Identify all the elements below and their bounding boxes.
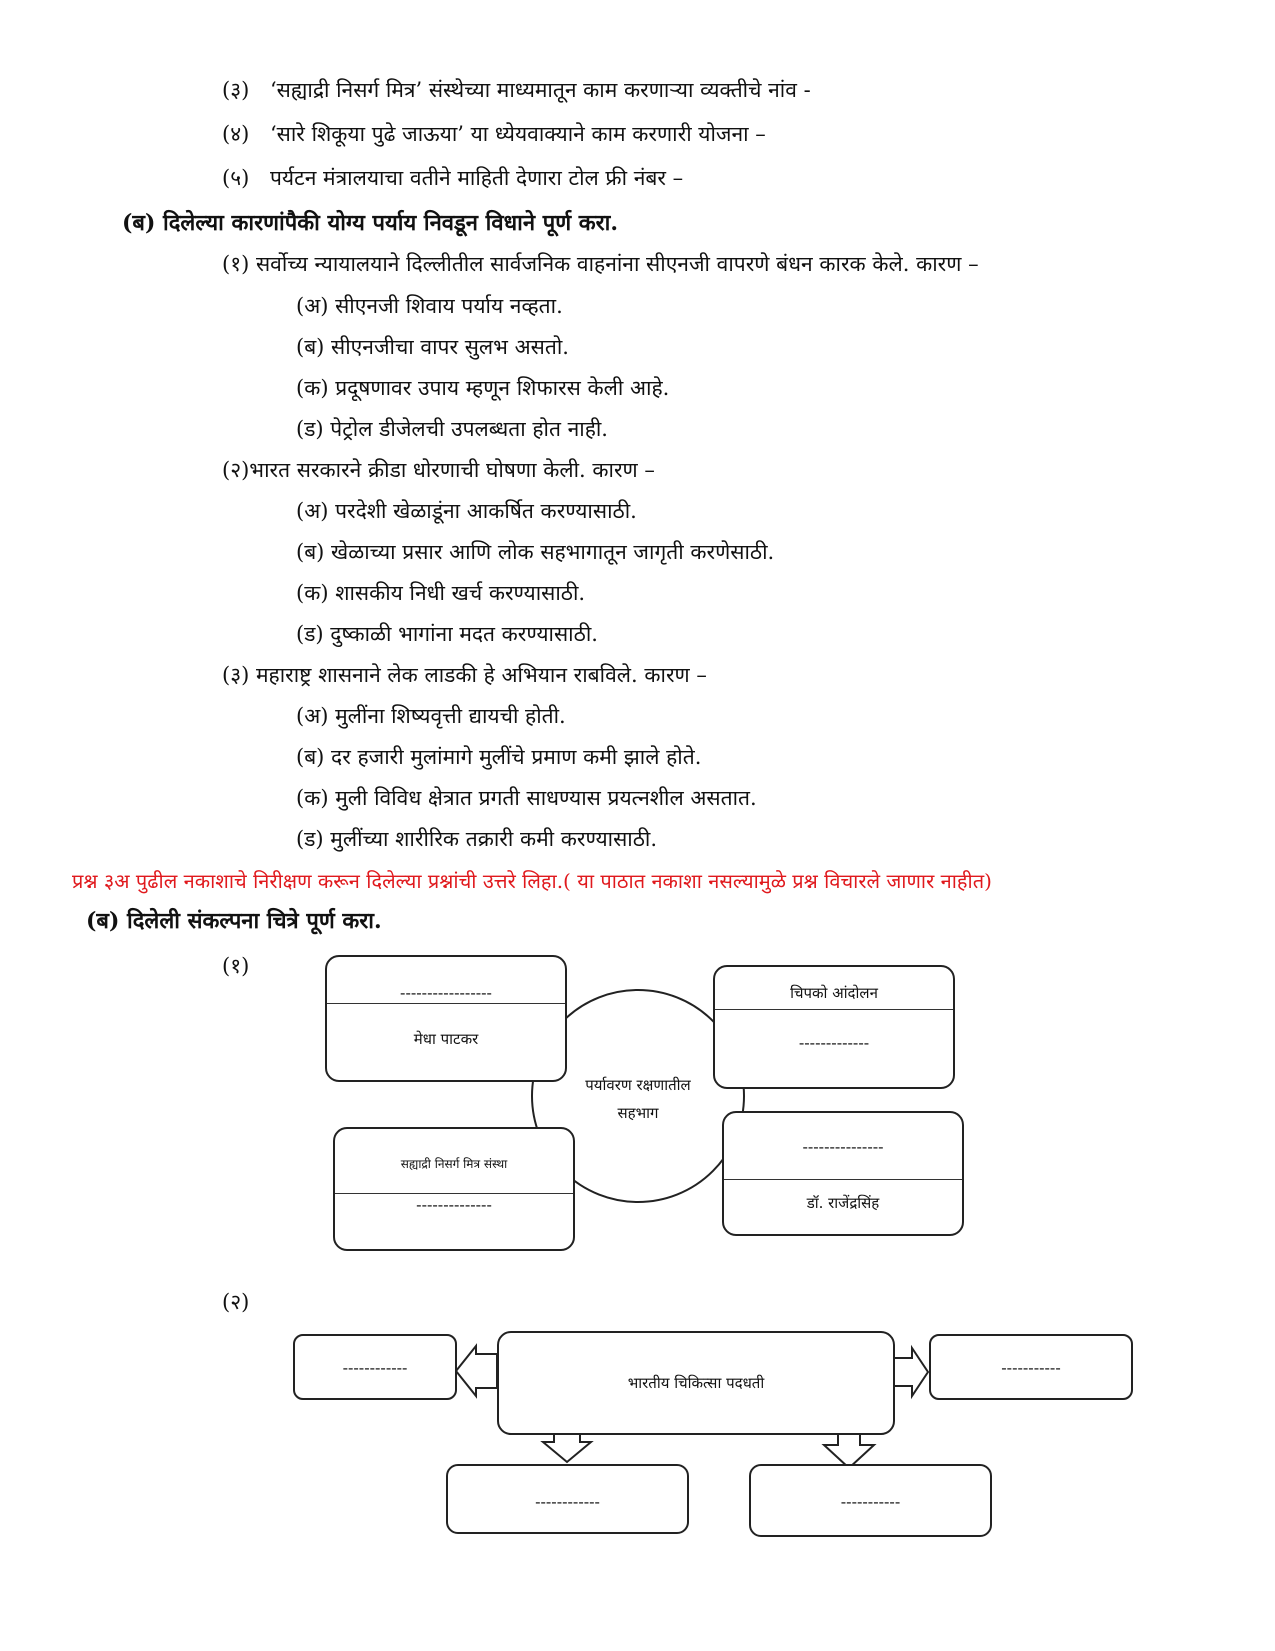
answer-blank: ------------ [342, 1358, 408, 1377]
arrow-right-icon [894, 1348, 928, 1396]
answer-blank: ----------- [840, 1492, 901, 1511]
answer-blank: ----------- [1001, 1358, 1061, 1377]
item-text: पर्यटन मंत्रालयाचा वतीने माहिती देणारा टोल फ्री नंबर – [270, 166, 684, 190]
box-center [497, 1331, 895, 1435]
option: (अ) मुलींना शिष्यवृत्ती द्यायची होती. [296, 704, 566, 728]
diagram-number: (२) [222, 1290, 250, 1314]
question-stem: (३) महाराष्ट्र शासनाने लेक लाडकी हे अभियान राबविले. कारण – [222, 663, 707, 687]
center-label-line1: पर्यावरण रक्षणातील [585, 1076, 691, 1094]
option: (ड) मुलींच्या शारीरिक तक्रारी कमी करण्यासाठी. [296, 827, 658, 851]
q3-note: प्रश्न ३अ पुढील नकाशाचे निरीक्षण करून दिलेल्या प्रश्नांची उत्तरे लिहा.( या पाठात नकाशा नसल्यामुळे प्रश्न विचारले जाणार नाहीत) [72, 869, 992, 893]
box-label: भारतीय चिकित्सा पदधती [627, 1374, 765, 1392]
answer-blank: -------------- [416, 1195, 492, 1214]
box-label: चिपको आंदोलन [790, 984, 878, 1002]
answer-blank: ----------------- [400, 983, 492, 1002]
item-num: (४) [222, 122, 250, 146]
question-stem: (१) सर्वोच्य न्यायालयाने दिल्लीतील सार्वजनिक वाहनांना सीएनजी वापरणे बंधन कारक केले. कारण – [222, 252, 979, 276]
answer-blank: ------------- [798, 1033, 870, 1052]
box-left [293, 1334, 457, 1400]
item-text: ‘सह्याद्री निसर्ग मित्र’ संस्थेच्या माध्यमातून काम करणाऱ्या व्यक्तीचे नांव - [270, 78, 811, 102]
box-bottom-left [446, 1464, 689, 1534]
diagram-number: (१) [222, 954, 250, 978]
box-right [929, 1334, 1133, 1400]
box-label: मेधा पाटकर [413, 1030, 479, 1048]
option: (अ) सीएनजी शिवाय पर्याय नव्हता. [296, 294, 563, 318]
option: (ब) दर हजारी मुलांमागे मुलींचे प्रमाण कमी झाले होते. [296, 745, 702, 769]
box-label: सह्याद्री निसर्ग मित्र संस्था [400, 1157, 508, 1171]
section-b-heading: (ब) दिलेल्या कारणांपैकी योग्य पर्याय निवडून विधाने पूर्ण करा. [122, 210, 619, 236]
center-label-line2: सहभाग [617, 1104, 659, 1122]
option: (ब) खेळाच्या प्रसार आणि लोक सहभागातून जागृती करणेसाठी. [296, 540, 775, 564]
option: (क) मुली विविध क्षेत्रात प्रगती साधण्यास प्रयत्नशील असतात. [296, 786, 757, 810]
option: (क) शासकीय निधी खर्च करण्यासाठी. [296, 581, 586, 605]
item-num: (५) [222, 166, 250, 190]
concept-heading: (ब) दिलेली संकल्पना चित्रे पूर्ण करा. [86, 908, 382, 934]
option: (क) प्रदूषणावर उपाय म्हणून शिफारस केली आहे. [296, 376, 670, 400]
answer-blank: ------------ [535, 1492, 600, 1511]
option: (अ) परदेशी खेळाडूंना आकर्षित करण्यासाठी. [296, 499, 637, 523]
box-bottom-right [749, 1464, 992, 1537]
item-text: ‘सारे शिकूया पुढे जाऊया’ या ध्येयवाक्याने काम करणारी योजना – [270, 122, 766, 146]
option: (ब) सीएनजीचा वापर सुलभ असतो. [296, 335, 569, 359]
option: (ड) पेट्रोल डीजेलची उपलब्धता होत नाही. [296, 417, 608, 441]
answer-blank: --------------- [802, 1137, 884, 1156]
arrow-left-icon [456, 1346, 497, 1396]
option: (ड) दुष्काळी भागांना मदत करण्यासाठी. [296, 622, 598, 646]
item-num: (३) [222, 78, 250, 102]
question-stem: (२)भारत सरकारने क्रीडा धोरणाची घोषणा केली. कारण – [222, 458, 655, 482]
box-label: डॉ. राजेंद्रसिंह [806, 1194, 880, 1212]
